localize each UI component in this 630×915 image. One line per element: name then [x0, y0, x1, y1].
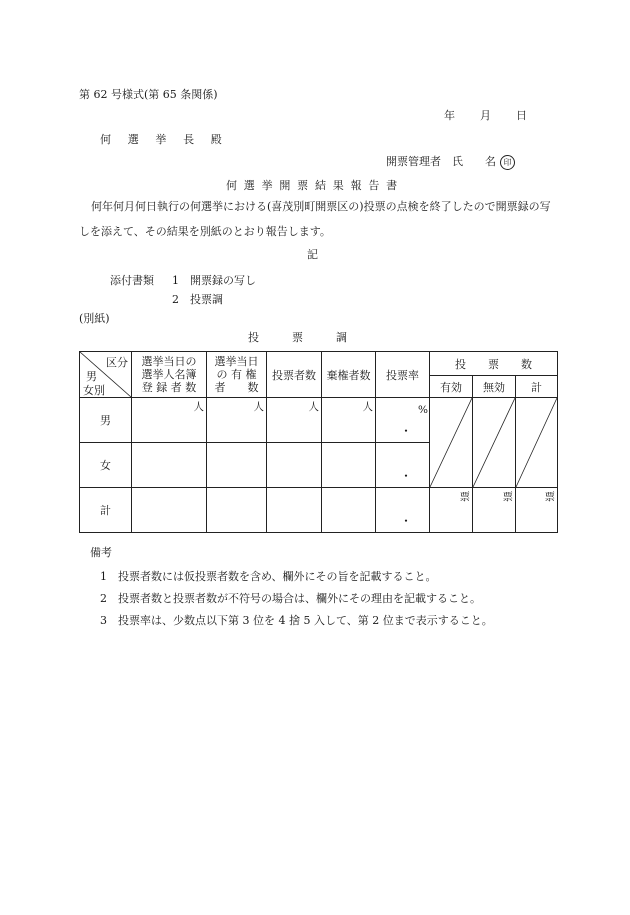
seal-icon: 印: [500, 155, 515, 170]
notes-heading: 備考: [90, 546, 112, 559]
col-registered-line-3: 登 録 者 数: [141, 381, 197, 394]
signer-label: 開票管理者 氏 名: [386, 155, 496, 168]
corner-bottom-label: 女別: [83, 384, 105, 397]
unit-person: 人: [253, 401, 264, 413]
date-month: 月: [480, 109, 491, 122]
attachments-label: 添付書類: [110, 274, 154, 287]
page-title: 何 選 挙 開 票 結 果 報 告 書: [226, 179, 399, 192]
unit-percent: %: [418, 404, 428, 416]
col-invalid: 無効: [473, 376, 516, 398]
col-eligible: [207, 352, 267, 398]
decimal-dot: ・: [400, 469, 413, 483]
col-total: 計: [516, 376, 558, 398]
col-rate: 投票率: [376, 352, 430, 398]
col-registered: [132, 352, 207, 398]
unit-vote: 票: [544, 491, 555, 503]
date-year: 年: [444, 109, 455, 122]
note-1: 1 投票者数には仮投票者数を含め、欄外にその旨を記載すること。: [100, 570, 437, 583]
addressee: 何 選 挙 長 殿: [100, 133, 229, 146]
table-title: 投 票 調: [248, 331, 347, 344]
unit-person: 人: [193, 401, 204, 413]
col-registered-line-2: 選挙人名簿: [141, 368, 197, 381]
unit-person: 人: [308, 401, 319, 413]
unit-vote: 票: [502, 491, 513, 503]
col-eligible-line-3: 者 数: [214, 381, 259, 394]
col-votes: 投 票 数: [430, 352, 558, 376]
decimal-dot: ・: [400, 424, 413, 438]
valid-slash-cell: [430, 398, 473, 488]
corner-top-label: 区分: [106, 356, 128, 369]
date-day: 日: [516, 109, 527, 122]
body-paragraph: 何年何月何日執行の何選挙における(喜茂別町開票区の)投票の点検を終了したので開票録の写しを添えて、その結果を別紙のとおり報告します。: [79, 200, 551, 238]
unit-vote: 票: [459, 491, 470, 503]
col-eligible-line-1: 選挙当日: [214, 355, 259, 368]
col-valid: 有効: [430, 376, 473, 398]
invalid-slash-cell: [473, 398, 516, 488]
col-abstain: 棄権者数: [322, 352, 376, 398]
bessi-label: (別紙): [79, 312, 110, 325]
col-voters: 投票者数: [267, 352, 322, 398]
table-row-total: [80, 488, 558, 533]
col-eligible-line-2: の 有 権: [216, 368, 257, 381]
form-number: 第 62 号様式(第 65 条関係): [79, 88, 218, 101]
total-slash-cell: [516, 398, 558, 488]
col-registered-line-1: 選挙当日の: [141, 355, 197, 368]
row-male-label: 男: [80, 398, 132, 443]
row-total-label: 計: [80, 488, 132, 533]
slash-line: [430, 398, 472, 487]
corner-mid-label: 男: [86, 370, 97, 383]
ki-mark: 記: [307, 248, 318, 261]
table-row-male: [80, 398, 558, 443]
slash-line: [516, 398, 557, 487]
note-3: 3 投票率は、少数点以下第 3 位を 4 捨 5 入して、第 2 位まで表示すること。: [100, 614, 493, 627]
note-2: 2 投票者数と投票者数が不符号の場合は、欄外にその理由を記載すること。: [100, 592, 481, 605]
corner-cell: [80, 352, 132, 398]
unit-person: 人: [362, 401, 373, 413]
signer-line: [386, 153, 515, 170]
attachment-item-2: 2 投票調: [172, 293, 223, 306]
attachment-item-1: 1 開票録の写し: [172, 274, 256, 287]
decimal-dot: ・: [400, 514, 413, 528]
row-female-label: 女: [80, 443, 132, 488]
vote-table: [79, 351, 558, 533]
slash-line: [473, 398, 515, 487]
